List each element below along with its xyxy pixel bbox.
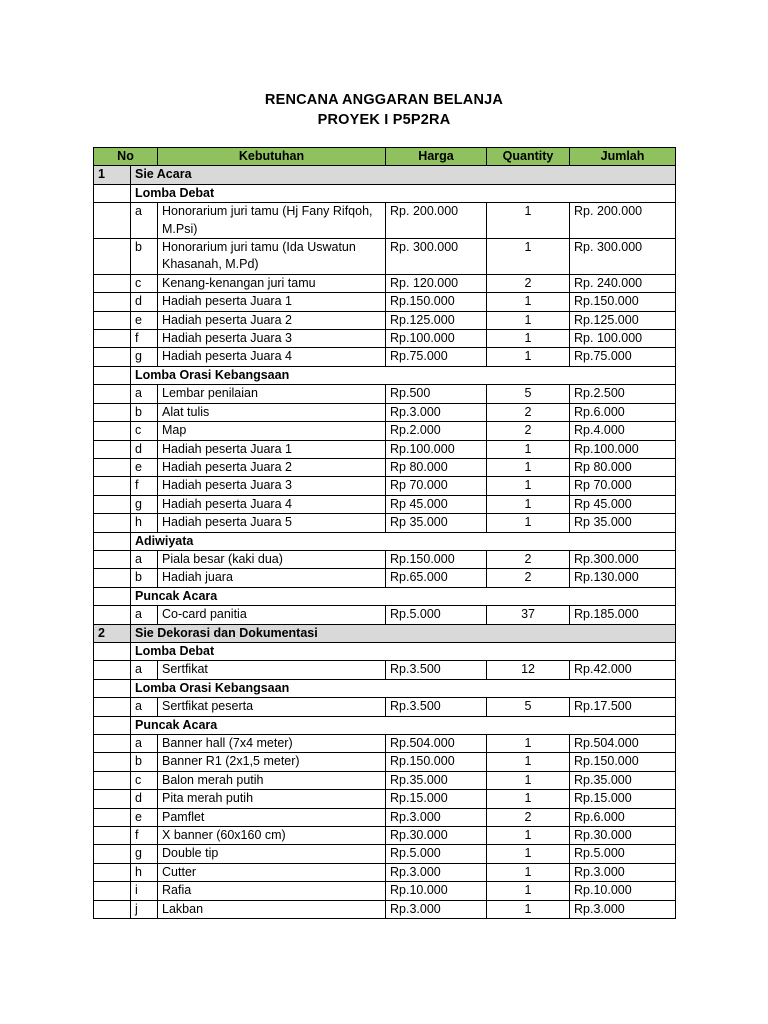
item-description: Banner R1 (2x1,5 meter) [158,753,386,771]
section-number: 2 [94,624,131,642]
item-quantity: 5 [487,698,570,716]
item-spacer [94,477,131,495]
title-line-2: PROYEK I P5P2RA [317,112,451,128]
item-quantity: 1 [487,293,570,311]
item-harga: Rp.150.000 [386,293,487,311]
subsection-spacer [94,587,131,605]
item-jumlah: Rp 35.000 [570,514,676,532]
item-description: Sertfikat [158,661,386,679]
item-quantity: 5 [487,385,570,403]
item-letter: e [131,808,158,826]
item-spacer [94,550,131,568]
item-jumlah: Rp.185.000 [570,606,676,624]
item-spacer [94,900,131,918]
item-quantity: 2 [487,403,570,421]
item-letter: h [131,863,158,881]
item-harga: Rp.150.000 [386,550,487,568]
item-quantity: 1 [487,440,570,458]
item-harga: Rp.65.000 [386,569,487,587]
item-description: Balon merah putih [158,771,386,789]
item-description: Hadiah peserta Juara 4 [158,348,386,366]
item-jumlah: Rp. 200.000 [570,203,676,239]
item-row [94,569,676,587]
item-harga: Rp.3.500 [386,661,487,679]
item-description: Pita merah putih [158,790,386,808]
item-harga: Rp.150.000 [386,753,487,771]
item-row [94,311,676,329]
item-row [94,440,676,458]
subsection-row [94,587,676,605]
subsection-row [94,184,676,202]
subsection-spacer [94,642,131,660]
item-spacer [94,735,131,753]
item-letter: f [131,330,158,348]
item-letter: b [131,753,158,771]
item-quantity: 1 [487,203,570,239]
item-row [94,771,676,789]
item-row [94,403,676,421]
item-jumlah: Rp 70.000 [570,477,676,495]
item-jumlah: Rp.5.000 [570,845,676,863]
item-description: Honorarium juri tamu (Hj Fany Rifqoh, M.Psi) [158,203,386,239]
item-jumlah: Rp.125.000 [570,311,676,329]
item-spacer [94,239,131,275]
item-spacer [94,311,131,329]
subsection-title: Lomba Debat [131,642,676,660]
item-row [94,845,676,863]
item-row [94,477,676,495]
item-harga: Rp.100.000 [386,330,487,348]
item-description: Sertfikat peserta [158,698,386,716]
subsection-title: Lomba Orasi Kebangsaan [131,366,676,384]
header-harga: Harga [386,148,487,166]
item-jumlah: Rp. 300.000 [570,239,676,275]
item-letter: a [131,550,158,568]
item-row [94,735,676,753]
subsection-title: Lomba Orasi Kebangsaan [131,679,676,697]
title-line-1: RENCANA ANGGARAN BELANJA [264,92,504,108]
item-row [94,495,676,513]
subsection-spacer [94,532,131,550]
item-row [94,661,676,679]
item-letter: e [131,458,158,476]
item-jumlah: Rp.300.000 [570,550,676,568]
item-description: Hadiah peserta Juara 2 [158,458,386,476]
item-spacer [94,440,131,458]
item-quantity: 1 [487,790,570,808]
item-harga: Rp 35.000 [386,514,487,532]
header-no: No [94,148,158,166]
item-description: Hadiah peserta Juara 4 [158,495,386,513]
item-description: Hadiah peserta Juara 1 [158,440,386,458]
item-harga: Rp 45.000 [386,495,487,513]
section-row [94,624,676,642]
item-row [94,458,676,476]
item-letter: f [131,827,158,845]
subsection-row [94,642,676,660]
item-row [94,753,676,771]
item-letter: j [131,900,158,918]
item-description: Hadiah peserta Juara 3 [158,477,386,495]
item-quantity: 1 [487,900,570,918]
subsection-spacer [94,366,131,384]
item-description: Hadiah peserta Juara 5 [158,514,386,532]
item-spacer [94,863,131,881]
item-quantity: 2 [487,550,570,568]
item-jumlah: Rp.504.000 [570,735,676,753]
item-quantity: 1 [487,863,570,881]
item-quantity: 1 [487,845,570,863]
item-letter: f [131,477,158,495]
item-jumlah: Rp.150.000 [570,753,676,771]
item-harga: Rp.5.000 [386,845,487,863]
item-spacer [94,495,131,513]
item-spacer [94,698,131,716]
table-body [94,166,676,919]
item-jumlah: Rp.42.000 [570,661,676,679]
item-harga: Rp.5.000 [386,606,487,624]
item-letter: i [131,882,158,900]
item-row [94,385,676,403]
item-description: Hadiah peserta Juara 3 [158,330,386,348]
item-description: Piala besar (kaki dua) [158,550,386,568]
item-spacer [94,808,131,826]
item-row [94,606,676,624]
item-letter: h [131,514,158,532]
item-spacer [94,348,131,366]
item-description: Lembar penilaian [158,385,386,403]
item-description: Hadiah juara [158,569,386,587]
item-jumlah: Rp.3.000 [570,863,676,881]
item-spacer [94,458,131,476]
item-row [94,203,676,239]
item-spacer [94,422,131,440]
item-description: Cutter [158,863,386,881]
item-jumlah: Rp.2.500 [570,385,676,403]
subsection-spacer [94,716,131,734]
item-spacer [94,753,131,771]
item-harga: Rp.3.000 [386,403,487,421]
item-jumlah: Rp. 100.000 [570,330,676,348]
item-harga: Rp.500 [386,385,487,403]
item-quantity: 1 [487,827,570,845]
item-letter: a [131,698,158,716]
subsection-title: Adiwiyata [131,532,676,550]
item-jumlah: Rp.130.000 [570,569,676,587]
item-jumlah: Rp.17.500 [570,698,676,716]
item-letter: g [131,348,158,366]
item-description: Double tip [158,845,386,863]
section-title: Sie Acara [131,166,676,184]
item-spacer [94,385,131,403]
item-description: Rafia [158,882,386,900]
item-letter: a [131,735,158,753]
item-harga: Rp.15.000 [386,790,487,808]
item-letter: g [131,845,158,863]
item-quantity: 2 [487,422,570,440]
item-harga: Rp.75.000 [386,348,487,366]
item-quantity: 1 [487,882,570,900]
item-letter: b [131,239,158,275]
item-spacer [94,606,131,624]
item-quantity: 12 [487,661,570,679]
item-description: X banner (60x160 cm) [158,827,386,845]
item-row [94,348,676,366]
item-harga: Rp.3.000 [386,808,487,826]
section-number: 1 [94,166,131,184]
item-description: Map [158,422,386,440]
item-harga: Rp.100.000 [386,440,487,458]
item-jumlah: Rp.4.000 [570,422,676,440]
item-row [94,239,676,275]
item-quantity: 2 [487,569,570,587]
item-jumlah: Rp.15.000 [570,790,676,808]
item-letter: d [131,790,158,808]
item-spacer [94,203,131,239]
item-quantity: 1 [487,771,570,789]
item-letter: c [131,771,158,789]
item-description: Hadiah peserta Juara 1 [158,293,386,311]
item-quantity: 1 [487,514,570,532]
item-spacer [94,403,131,421]
item-harga: Rp.30.000 [386,827,487,845]
item-harga: Rp. 300.000 [386,239,487,275]
item-row [94,698,676,716]
item-spacer [94,569,131,587]
item-row [94,827,676,845]
item-letter: g [131,495,158,513]
item-quantity: 1 [487,330,570,348]
item-harga: Rp.3.000 [386,863,487,881]
subsection-row [94,532,676,550]
item-harga: Rp. 120.000 [386,274,487,292]
item-quantity: 2 [487,274,570,292]
item-harga: Rp.3.500 [386,698,487,716]
item-quantity: 1 [487,495,570,513]
item-description: Honorarium juri tamu (Ida Uswatun Khasanah, M.Pd) [158,239,386,275]
item-jumlah: Rp.30.000 [570,827,676,845]
item-letter: d [131,440,158,458]
item-harga: Rp.2.000 [386,422,487,440]
item-description: Pamflet [158,808,386,826]
item-row [94,274,676,292]
item-letter: c [131,274,158,292]
item-spacer [94,330,131,348]
item-spacer [94,661,131,679]
subsection-spacer [94,184,131,202]
subsection-title: Puncak Acara [131,587,676,605]
table-header-row [94,148,676,166]
item-quantity: 2 [487,808,570,826]
item-spacer [94,514,131,532]
item-row [94,900,676,918]
item-jumlah: Rp.3.000 [570,900,676,918]
header-quantity: Quantity [487,148,570,166]
item-jumlah: Rp.150.000 [570,293,676,311]
item-harga: Rp.504.000 [386,735,487,753]
item-spacer [94,827,131,845]
document-title [0,90,768,130]
item-quantity: 1 [487,458,570,476]
subsection-title: Lomba Debat [131,184,676,202]
item-harga: Rp.10.000 [386,882,487,900]
item-jumlah: Rp 45.000 [570,495,676,513]
subsection-spacer [94,679,131,697]
item-quantity: 1 [487,735,570,753]
item-row [94,863,676,881]
item-harga: Rp 70.000 [386,477,487,495]
item-harga: Rp 80.000 [386,458,487,476]
item-row [94,330,676,348]
item-row [94,514,676,532]
item-spacer [94,882,131,900]
item-letter: a [131,661,158,679]
item-row [94,790,676,808]
item-letter: b [131,403,158,421]
item-quantity: 1 [487,239,570,275]
item-letter: c [131,422,158,440]
item-description: Banner hall (7x4 meter) [158,735,386,753]
item-harga: Rp. 200.000 [386,203,487,239]
item-letter: e [131,311,158,329]
subsection-row [94,716,676,734]
item-spacer [94,790,131,808]
item-row [94,293,676,311]
item-spacer [94,274,131,292]
item-jumlah: Rp.6.000 [570,403,676,421]
item-row [94,882,676,900]
item-letter: a [131,606,158,624]
item-jumlah: Rp.6.000 [570,808,676,826]
item-spacer [94,771,131,789]
item-jumlah: Rp.100.000 [570,440,676,458]
subsection-row [94,679,676,697]
item-row [94,550,676,568]
item-letter: d [131,293,158,311]
item-quantity: 37 [487,606,570,624]
header-jumlah: Jumlah [570,148,676,166]
item-row [94,422,676,440]
item-quantity: 1 [487,348,570,366]
item-description: Kenang-kenangan juri tamu [158,274,386,292]
item-quantity: 1 [487,311,570,329]
item-letter: b [131,569,158,587]
subsection-row [94,366,676,384]
item-jumlah: Rp.10.000 [570,882,676,900]
item-harga: Rp.3.000 [386,900,487,918]
item-quantity: 1 [487,753,570,771]
item-description: Hadiah peserta Juara 2 [158,311,386,329]
item-jumlah: Rp.75.000 [570,348,676,366]
item-quantity: 1 [487,477,570,495]
item-spacer [94,293,131,311]
item-description: Alat tulis [158,403,386,421]
header-kebutuhan: Kebutuhan [158,148,386,166]
budget-table [93,147,676,919]
item-letter: a [131,385,158,403]
item-spacer [94,845,131,863]
item-jumlah: Rp. 240.000 [570,274,676,292]
item-harga: Rp.35.000 [386,771,487,789]
item-row [94,808,676,826]
subsection-title: Puncak Acara [131,716,676,734]
item-letter: a [131,203,158,239]
section-title: Sie Dekorasi dan Dokumentasi [131,624,676,642]
item-description: Co-card panitia [158,606,386,624]
item-harga: Rp.125.000 [386,311,487,329]
item-jumlah: Rp.35.000 [570,771,676,789]
item-jumlah: Rp 80.000 [570,458,676,476]
section-row [94,166,676,184]
item-description: Lakban [158,900,386,918]
